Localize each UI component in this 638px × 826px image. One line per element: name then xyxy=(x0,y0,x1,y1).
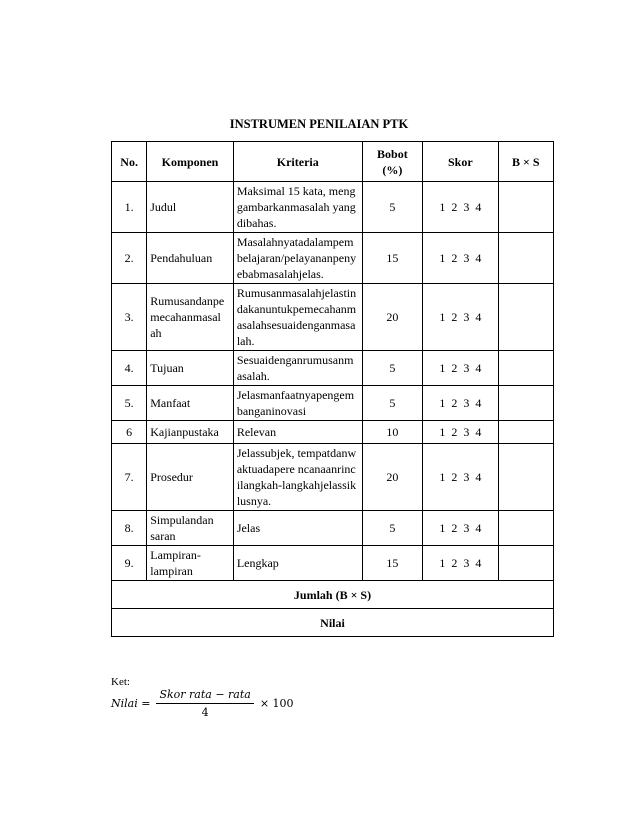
row-no: 9. xyxy=(112,546,147,581)
page-title: INSTRUMEN PENILAIAN PTK xyxy=(229,117,409,131)
header-skor: Skor xyxy=(423,142,499,182)
row-kriteria: Rumusanmasalahjelastin dakanuntukpemecahanm asalahsesuaidenganmasa lah. xyxy=(233,284,362,351)
row-bobot: 15 xyxy=(362,233,422,284)
formula-denominator: 4 xyxy=(201,706,209,719)
row-komponen: Simpulandan saran xyxy=(147,511,234,546)
header-kriteria: Kriteria xyxy=(233,142,362,182)
row-skor: 1 2 3 4 xyxy=(423,351,499,386)
row-komponen: Judul xyxy=(147,182,234,233)
header-komponen: Komponen xyxy=(147,142,234,182)
formula-multiplier: × 100 xyxy=(259,697,294,710)
row-kriteria: Maksimal 15 kata, menggambarkanmasalah yang dibahas. xyxy=(233,182,362,233)
table-row xyxy=(112,511,554,546)
row-bxs xyxy=(498,421,553,444)
row-skor: 1 2 3 4 xyxy=(423,386,499,421)
row-no: 1. xyxy=(112,182,147,233)
table-body xyxy=(112,182,554,581)
header-bobot: Bobot (%) xyxy=(362,142,422,182)
row-skor: 1 2 3 4 xyxy=(423,284,499,351)
row-bxs xyxy=(498,182,553,233)
row-bobot: 20 xyxy=(362,284,422,351)
row-skor: 1 2 3 4 xyxy=(423,511,499,546)
row-bobot: 5 xyxy=(362,511,422,546)
row-bxs xyxy=(498,233,553,284)
row-bxs xyxy=(498,386,553,421)
row-kriteria: Sesuaidenganrumusanm asalah. xyxy=(233,351,362,386)
row-bobot: 15 xyxy=(362,546,422,581)
row-bxs xyxy=(498,284,553,351)
row-komponen: Prosedur xyxy=(147,444,234,511)
table-row xyxy=(112,284,554,351)
row-bxs xyxy=(498,444,553,511)
table-row xyxy=(112,546,554,581)
ket-label: Ket: xyxy=(111,676,130,688)
row-komponen: Kajianpustaka xyxy=(147,421,234,444)
row-bxs xyxy=(498,546,553,581)
table-header-row xyxy=(112,142,554,182)
formula-numerator: Skor rata − rata xyxy=(156,688,253,704)
row-bobot: 5 xyxy=(362,182,422,233)
header-bxs: B × S xyxy=(498,142,553,182)
row-bobot: 10 xyxy=(362,421,422,444)
row-komponen: Tujuan xyxy=(147,351,234,386)
row-no: 8. xyxy=(112,511,147,546)
row-kriteria: Jelas xyxy=(233,511,362,546)
jumlah-label: Jumlah (B × S) xyxy=(112,581,554,609)
row-skor: 1 2 3 4 xyxy=(423,421,499,444)
row-skor: 1 2 3 4 xyxy=(423,444,499,511)
row-bobot: 20 xyxy=(362,444,422,511)
formula-fraction xyxy=(156,688,253,719)
table-row xyxy=(112,351,554,386)
row-kriteria: Jelasmanfaatnyapengem banganinovasi xyxy=(233,386,362,421)
row-no: 7. xyxy=(112,444,147,511)
jumlah-row xyxy=(112,581,554,609)
row-komponen: Manfaat xyxy=(147,386,234,421)
row-kriteria: Relevan xyxy=(233,421,362,444)
row-no: 5. xyxy=(112,386,147,421)
row-kriteria: Masalahnyatadalampem belajaran/pelayananpeny ebabmasalahjelas. xyxy=(233,233,362,284)
nilai-formula xyxy=(111,688,294,719)
row-no: 2. xyxy=(112,233,147,284)
table-row xyxy=(112,386,554,421)
row-komponen: Rumusandanpe mecahanmasal ah xyxy=(147,284,234,351)
row-bxs xyxy=(498,511,553,546)
row-kriteria: Jelassubjek, tempatdanwaktuadapere ncanaanrincilangkah-langkahjelassiklusnya. xyxy=(233,444,362,511)
row-skor: 1 2 3 4 xyxy=(423,233,499,284)
header-no: No. xyxy=(112,142,147,182)
table-row xyxy=(112,182,554,233)
table-row xyxy=(112,233,554,284)
row-bobot: 5 xyxy=(362,351,422,386)
row-bxs xyxy=(498,351,553,386)
row-kriteria: Lengkap xyxy=(233,546,362,581)
row-komponen: Pendahuluan xyxy=(147,233,234,284)
row-no: 3. xyxy=(112,284,147,351)
row-no: 4. xyxy=(112,351,147,386)
row-no: 6 xyxy=(112,421,147,444)
row-komponen: Lampiran-lampiran xyxy=(147,546,234,581)
nilai-label: Nilai xyxy=(112,609,554,637)
table-row xyxy=(112,444,554,511)
row-skor: 1 2 3 4 xyxy=(423,182,499,233)
assessment-table xyxy=(111,141,554,637)
row-skor: 1 2 3 4 xyxy=(423,546,499,581)
table-row xyxy=(112,421,554,444)
row-bobot: 5 xyxy=(362,386,422,421)
nilai-row xyxy=(112,609,554,637)
formula-lhs: Nilai = xyxy=(111,697,151,710)
